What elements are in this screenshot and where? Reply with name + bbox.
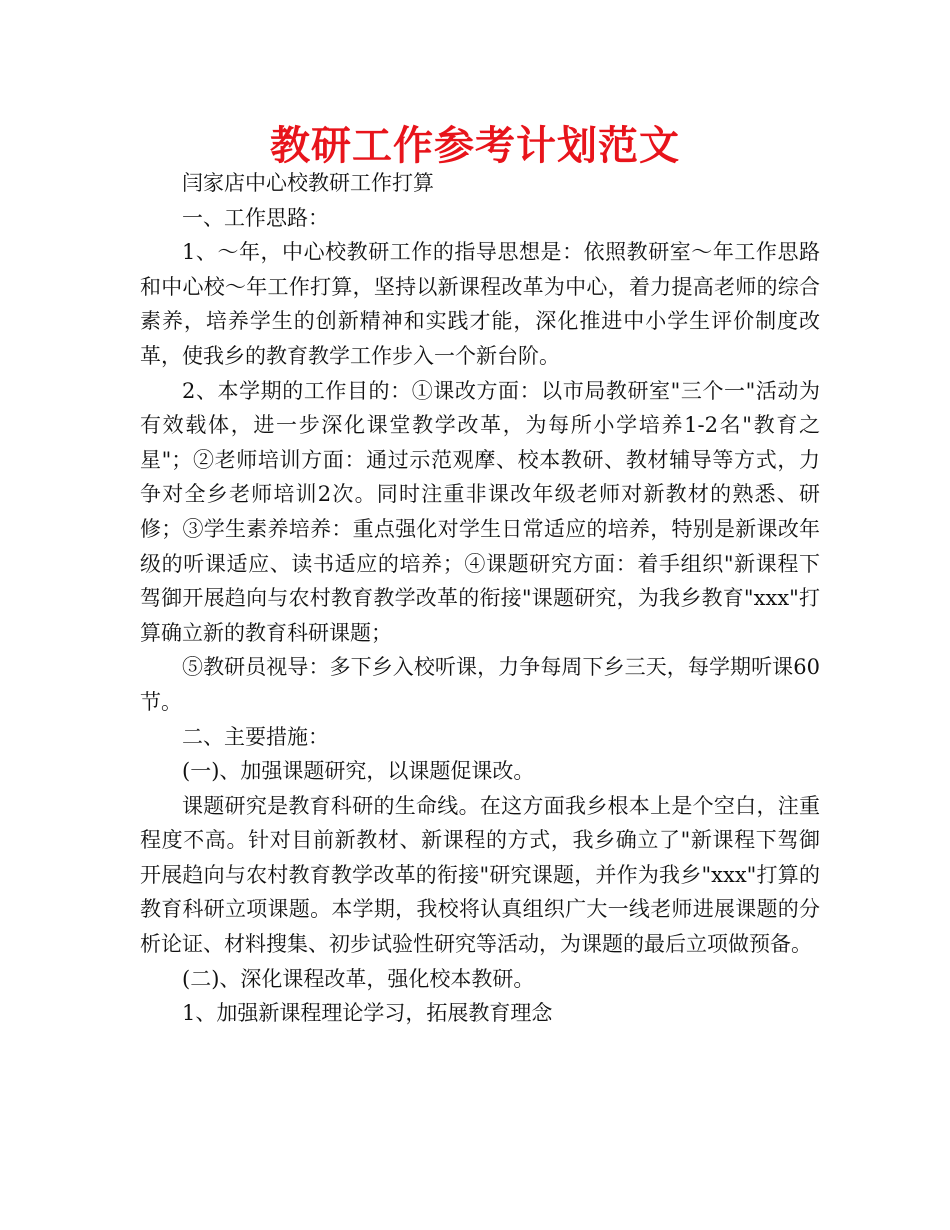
document-title: 教研工作参考计划范文 [270, 122, 680, 169]
paragraph-theory-study: 1、加强新课程理论学习，拓展教育理念 [182, 1001, 553, 1026]
paragraph-subsection-1-heading: (一)、加强课题研究，以课题促课改。 [182, 759, 535, 784]
document-body [140, 166, 820, 1031]
paragraph-section-1-heading: 一、工作思路： [182, 205, 329, 230]
paragraph-guiding-thought: 1、～年，中心校教研工作的指导思想是：依照教研室～年工作思路和中心校～年工作打算，坚持以新课程改革为中心，着力提高老师的综合素养，培养学生的创新精神和实践才能，深化推进中小学生评价制度改革，使我乡的教育教学工作步入一个新台阶。 [140, 240, 820, 368]
paragraph-subsection-2-heading: (二)、深化课程改革，强化校本教研。 [182, 966, 535, 991]
paragraph-school-plan-heading: 闫家店中心校教研工作打算 [182, 171, 434, 195]
paragraph-section-2-heading: 二、主要措施： [182, 724, 329, 749]
paragraph-semester-goals: 2、本学期的工作目的：①课改方面：以市局教研室"三个一"活动为有效载体，进一步深化课堂教学改革，为每所小学培养1-2名"教育之星"；②老师培训方面：通过示范观摩、校本教研、教材辅导等方式，力争对全乡老师培训2次。同时注重非课改年级老师对新教材的熟悉、研修；③学生素养培养：重点强化对学生日常适应的培养，特别是新课改年级的听课适应、读书适应的培养；④课题研究方面：着手组织"新课程下驾御开展趋向与农村教育教学改革的衔接"课题研究，为我乡教育"xxx"打算确立新的教育科研课题； [140, 378, 820, 645]
paragraph-inspection: ⑤教研员视导：多下乡入校听课，力争每周下乡三天，每学期听课60节。 [140, 655, 820, 714]
paragraph-research-body: 课题研究是教育科研的生命线。在这方面我乡根本上是个空白，注重程度不高。针对目前新教材、新课程的方式，我乡确立了"新课程下驾御开展趋向与农村教育教学改革的衔接"研究课题，并作为我乡"xxx"打算的教育科研立项课题。本学期，我校将认真组织广大一线老师进展课题的分析论证、材料搜集、初步试验性研究等活动，为课题的最后立项做预备。 [140, 793, 820, 957]
